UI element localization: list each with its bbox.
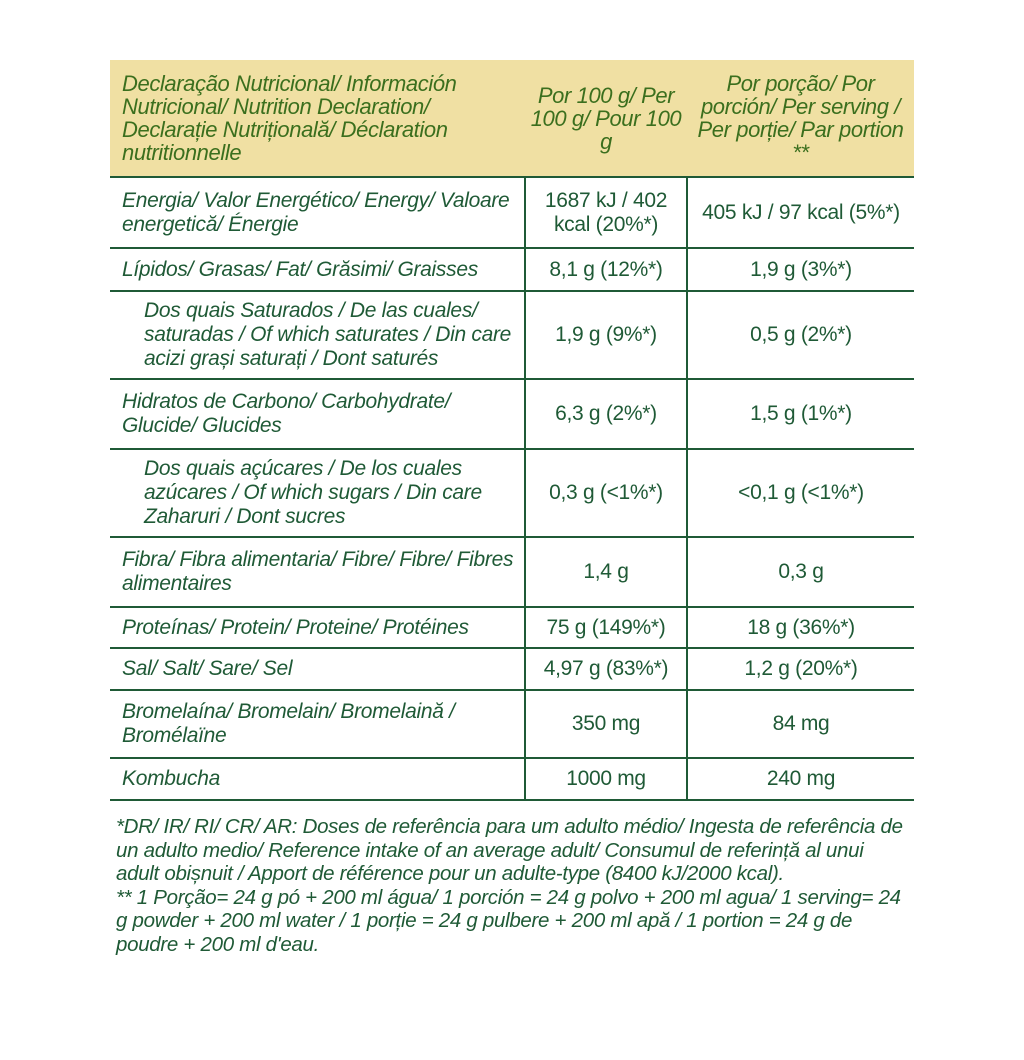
row-label: Energia/ Valor Energético/ Energy/ Valoare energetică/ Énergie	[110, 177, 525, 248]
value-per-serving: 0,3 g	[687, 537, 914, 607]
value-per-serving: 240 mg	[687, 758, 914, 800]
value-per-100g: 8,1 g (12%*)	[525, 248, 687, 291]
row-label: Sal/ Salt/ Sare/ Sel	[110, 648, 525, 690]
table-row	[110, 291, 914, 379]
table-body	[110, 177, 914, 800]
value-per-100g: 6,3 g (2%*)	[525, 379, 687, 449]
row-label: Dos quais Saturados / De las cuales/ saturadas / Of which saturates / Din care acizi grași saturați / Dont saturés	[110, 291, 525, 379]
value-per-100g: 1,9 g (9%*)	[525, 291, 687, 379]
header-per-serving: Por porção/ Por porción/ Per serving / Per porție/ Par portion **	[697, 71, 904, 165]
value-per-100g: 1687 kJ / 402 kcal (20%*)	[525, 177, 687, 248]
table-row	[110, 758, 914, 800]
value-per-100g: 350 mg	[525, 690, 687, 758]
value-per-serving: 405 kJ / 97 kcal (5%*)	[687, 177, 914, 248]
row-label: Hidratos de Carbono/ Carbohydrate/ Glucide/ Glucides	[110, 379, 525, 449]
value-per-100g: 1,4 g	[525, 537, 687, 607]
row-label: Bromelaína/ Bromelain/ Bromelaină / Bromélaïne	[110, 690, 525, 758]
footnotes	[110, 815, 906, 956]
value-per-serving: 1,9 g (3%*)	[687, 248, 914, 291]
row-label: Lípidos/ Grasas/ Fat/ Grăsimi/ Graisses	[110, 248, 525, 291]
table-row	[110, 449, 914, 537]
row-label: Kombucha	[110, 758, 525, 800]
nutrition-table	[110, 60, 914, 801]
table-header	[110, 60, 914, 177]
table-row	[110, 537, 914, 607]
value-per-100g: 75 g (149%*)	[525, 607, 687, 648]
row-label: Proteínas/ Protein/ Proteine/ Protéines	[110, 607, 525, 648]
table-row	[110, 248, 914, 291]
value-per-serving: 1,5 g (1%*)	[687, 379, 914, 449]
header-declaration: Declaração Nutricional/ Información Nutricional/ Nutrition Declaration/ Declarație Nutrițională/ Déclaration nutritionnelle	[122, 71, 457, 165]
value-per-serving: 84 mg	[687, 690, 914, 758]
value-per-100g: 0,3 g (<1%*)	[525, 449, 687, 537]
table-row	[110, 690, 914, 758]
table-row	[110, 648, 914, 690]
header-row	[110, 60, 914, 177]
row-label: Fibra/ Fibra alimentaria/ Fibre/ Fibre/ Fibres alimentaires	[110, 537, 525, 607]
value-per-serving: 1,2 g (20%*)	[687, 648, 914, 690]
table-row	[110, 379, 914, 449]
footnote-reference-intake: *DR/ IR/ RI/ CR/ AR: Doses de referência para um adulto médio/ Ingesta de referência de un adulto medio/ Reference intake of an average adult/ Consumul de referință al unui adult obișnuit / Apport de référence pour un adulte-type (8400 kJ/2000 kcal).	[116, 815, 903, 885]
row-label: Dos quais açúcares / De los cuales azúcares / Of which sugars / Din care Zaharuri / Dont sucres	[110, 449, 525, 537]
value-per-serving: <0,1 g (<1%*)	[687, 449, 914, 537]
nutrition-panel	[110, 60, 914, 956]
value-per-serving: 18 g (36%*)	[687, 607, 914, 648]
header-per-100g: Por 100 g/ Per 100 g/ Pour 100 g	[530, 82, 682, 154]
table-row	[110, 177, 914, 248]
value-per-100g: 4,97 g (83%*)	[525, 648, 687, 690]
value-per-100g: 1000 mg	[525, 758, 687, 800]
table-row	[110, 607, 914, 648]
value-per-serving: 0,5 g (2%*)	[687, 291, 914, 379]
footnote-serving: ** 1 Porção= 24 g pó + 200 ml água/ 1 porción = 24 g polvo + 200 ml agua/ 1 serving= 24 g powder + 200 ml water / 1 porție = 24 g pulbere + 200 ml apă / 1 portion = 24 g de poudre + 200 ml d'eau.	[116, 885, 901, 956]
